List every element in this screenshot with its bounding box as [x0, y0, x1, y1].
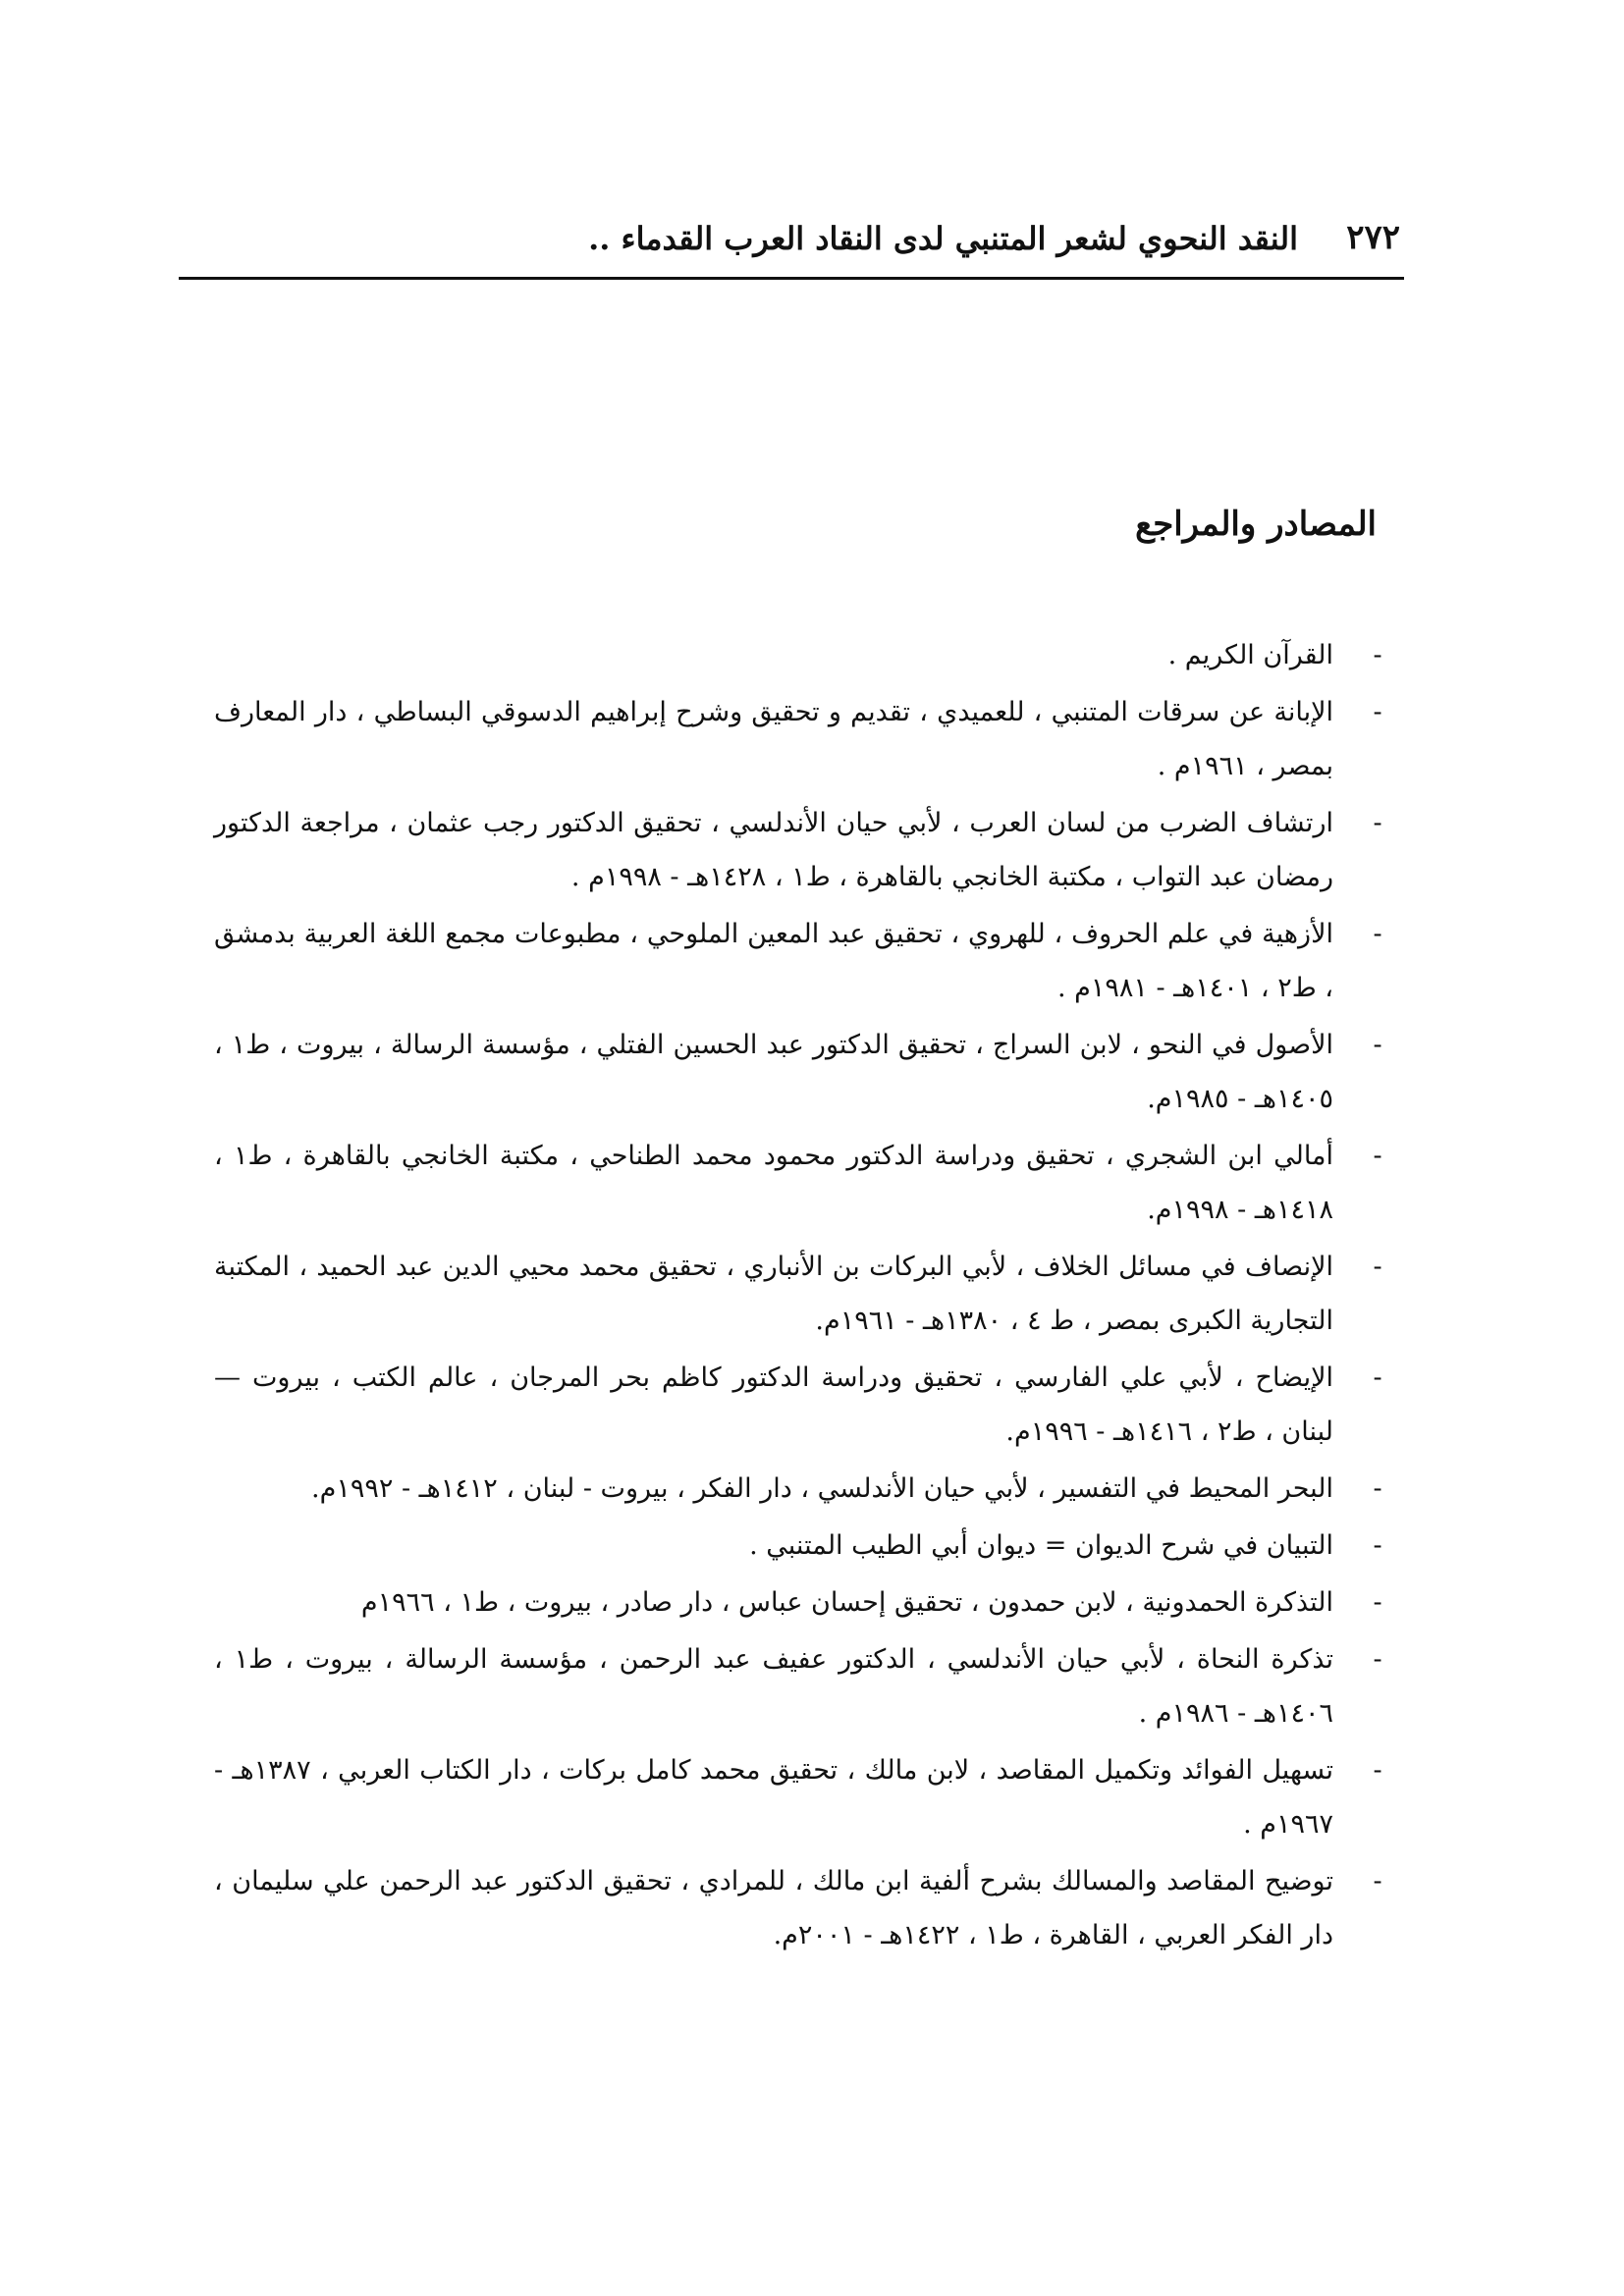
- list-marker: -: [1373, 697, 1382, 727]
- reference-item: [214, 1575, 1392, 1629]
- reference-item: [214, 1743, 1392, 1851]
- list-marker: -: [1373, 1644, 1382, 1675]
- reference-item: [214, 1240, 1392, 1348]
- reference-text: التذكرة الحمدونية ، لابن حمدون ، تحقيق إحسان عباس ، دار صادر ، بيروت ، ط١ ، ١٩٦٦م: [360, 1587, 1333, 1618]
- reference-item: [214, 1519, 1392, 1573]
- reference-text: الإنصاف في مسائل الخلاف ، لأبي البركات بن الأنباري ، تحقيق محمد محيي الدين عبد الحميد ، المكتبة التجارية الكبرى بمصر ، ط ٤ ، ١٣٨٠هـ - ١٩٦١م.: [214, 1252, 1333, 1336]
- page-header: [179, 214, 1404, 280]
- reference-text: أمالي ابن الشجري ، تحقيق ودراسة الدكتور محمود محمد الطناحي ، مكتبة الخانجي بالقاهرة ، ط١ ، ١٤١٨هـ - ١٩٩٨م.: [214, 1141, 1334, 1225]
- reference-text: توضيح المقاصد والمسالك بشرح ألفية ابن مالك ، للمرادي ، تحقيق الدكتور عبد الرحمن علي سليمان ، دار الفكر العربي ، القاهرة ، ط١ ، ١٤٢٢هـ - ٢٠٠١م.: [214, 1866, 1333, 1950]
- reference-text: الأزهية في علم الحروف ، للهروي ، تحقيق عبد المعين الملوحي ، مطبوعات مجمع اللغة العربية بدمشق ، ط٢ ، ١٤٠١هـ - ١٩٨١م .: [214, 919, 1333, 1003]
- list-marker: -: [1373, 1755, 1382, 1786]
- reference-text: البحر المحيط في التفسير ، لأبي حيان الأندلسي ، دار الفكر ، بيروت - لبنان ، ١٤١٢هـ - ١٩٩٢م.: [311, 1473, 1333, 1504]
- list-marker: -: [1373, 1030, 1382, 1060]
- list-marker: -: [1373, 1473, 1382, 1504]
- list-marker: -: [1373, 1587, 1382, 1618]
- list-marker: -: [1373, 640, 1382, 670]
- section-title: المصادر والمراجع: [1135, 505, 1377, 544]
- reference-text: القرآن الكريم .: [1167, 640, 1333, 670]
- reference-text: الإيضاح ، لأبي علي الفارسي ، تحقيق ودراسة الدكتور كاظم بحر المرجان ، عالم الكتب ، بيروت — لبنان ، ط٢ ، ١٤١٦هـ - ١٩٩٦م.: [214, 1362, 1333, 1447]
- list-marker: -: [1373, 1866, 1382, 1896]
- reference-item: [214, 1632, 1392, 1740]
- reference-item: [214, 1462, 1392, 1516]
- page-number: ٢٧٢: [1346, 218, 1400, 257]
- list-marker: -: [1373, 1252, 1382, 1282]
- reference-item: [214, 907, 1392, 1015]
- running-title: النقد النحوي لشعر المتنبي لدى النقاد العرب القدماء ..: [588, 220, 1298, 257]
- reference-item: [214, 685, 1392, 793]
- reference-item: [214, 1129, 1392, 1237]
- list-marker: -: [1373, 1362, 1382, 1393]
- list-marker: -: [1373, 1141, 1382, 1171]
- list-marker: -: [1373, 1530, 1382, 1561]
- reference-text: الأصول في النحو ، لابن السراج ، تحقيق الدكتور عبد الحسين الفتلي ، مؤسسة الرسالة ، بيروت ، ط١ ، ١٤٠٥هـ - ١٩٨٥م.: [214, 1030, 1333, 1114]
- reference-text: تسهيل الفوائد وتكميل المقاصد ، لابن مالك ، تحقيق محمد كامل بركات ، دار الكتاب العربي ، ١٣٨٧هـ - ١٩٦٧م .: [214, 1755, 1333, 1840]
- reference-text: الإبانة عن سرقات المتنبي ، للعميدي ، تقديم و تحقيق وشرح إبراهيم الدسوقي البساطي ، دار المعارف بمصر ، ١٩٦١م .: [214, 697, 1333, 781]
- reference-text: تذكرة النحاة ، لأبي حيان الأندلسي ، الدكتور عفيف عبد الرحمن ، مؤسسة الرسالة ، بيروت ، ط١ ، ١٤٠٦هـ - ١٩٨٦م .: [214, 1644, 1334, 1729]
- reference-text: التبيان في شرح الديوان = ديوان أبي الطيب المتنبي .: [749, 1530, 1333, 1561]
- reference-text: ارتشاف الضرب من لسان العرب ، لأبي حيان الأندلسي ، تحقيق الدكتور رجب عثمان ، مراجعة الدكتور رمضان عبد التواب ، مكتبة الخانجي بالقاهرة ، ط١ ، ١٤٢٨هـ - ١٩٩٨م .: [214, 808, 1333, 892]
- reference-item: [214, 628, 1392, 682]
- reference-item: [214, 1018, 1392, 1126]
- reference-item: [214, 1351, 1392, 1459]
- list-marker: -: [1373, 808, 1382, 838]
- references-list: [214, 628, 1392, 1965]
- reference-item: [214, 1854, 1392, 1962]
- reference-item: [214, 796, 1392, 904]
- list-marker: -: [1373, 919, 1382, 949]
